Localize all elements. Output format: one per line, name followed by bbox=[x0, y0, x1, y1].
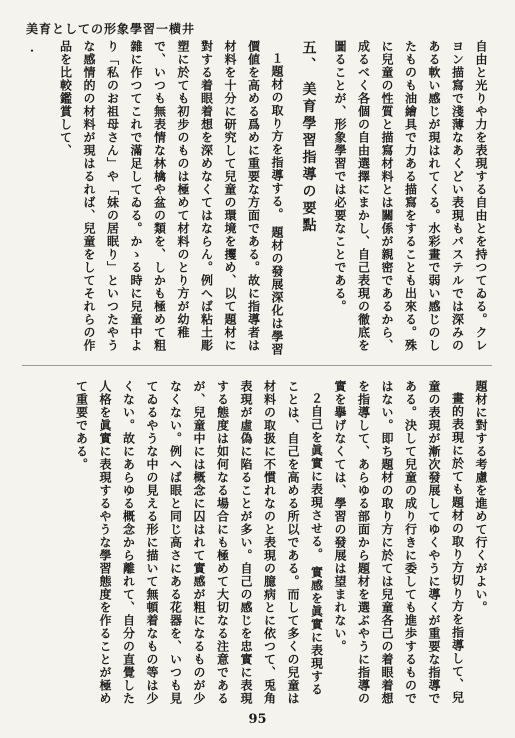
top-text-block bbox=[22, 40, 492, 358]
bottom-text-block bbox=[22, 380, 492, 705]
paragraph: 題材に對する考慮を進めて行くがよい。 bbox=[474, 380, 488, 614]
running-header: 美育としての形象學習一横井 bbox=[26, 22, 196, 36]
section-divider bbox=[22, 365, 492, 366]
bullet-mark: ・ bbox=[26, 44, 39, 58]
paragraph: 畫的表現に於ても題材の取り方切り方を指導して、兒童の表現が漸次發展してゆくやうに導くが重要な指導である。決して兒童の成り行きに委しても進歩するものではない。即ち題材の取り方に於ては兒童各己の着眼着想を指導して、あらゆる部面から題材を選ぶやうに指導の實を擧げなくては、學習の發展は望まれない。 bbox=[333, 380, 465, 705]
page-number: 95 bbox=[248, 712, 267, 727]
paragraph: １題材の取り方を指導する。 題材の發展深化は學習價値を高める爲めに重要な方面である。故に指導者は材料を十分に研究して兒童の環境を攫め、以て題材に對する着眼着想を深めなくてはならん。例へば粘土彫塑に於ても初步のものは極めて材料のとり方が幼稚で、いつも無表情な林檎や盆の類を、しかも極めて粗雜に作つてこれで滿足してゐる。かゝる時に兒童中より「私のお祖母さん」や「妹の居眠り」といつたやうな感情的の材料が現はるれば、兒童をしてそれらの作品を比較鑑賞して、 bbox=[58, 40, 284, 357]
section-heading: 五、 美育學習指導の要點 bbox=[300, 40, 317, 235]
paragraph: 自由と光りや力を表現する自由とを持つてゐる。クレヨン描寫で淺薄なあくどい表現もパステルでは深みのある軟い感じが現はれてくる。水彩畫で弱い感じのしたものも油繪具で力ある描寫をすることも出來る。殊に兒童の性質と描寫材料とは關係が親密であるから、成るべく各個の自由選擇にまかし、自己表現の徹底を圖ることが、形象學習では必要なことである。 bbox=[333, 40, 488, 352]
paragraph: ２自己を眞實に表現させる。 實感を眞實に表現することは、自己を高める所以である。而して多くの兒童は材料の取扱に不慣れなのと表現の臆病とに依つて、兎角表現が虛偽に陷ることが多い。自己の感じを忠實に表現する態度は如何なる場合にも極めて大切なる注意であるが、兒童中には概念に囚はれて實感が粗になるものが少なくない。例へば眼と同じ高さにある花器を、いつも見てゐるやうな中の見える形に描いて無頓着なもの等は少くない。故にあらゆる概念から離れて、自分の直覺した人格を眞實に表現するやうな學習態度を作ることが極めて重要である。 bbox=[74, 380, 324, 705]
